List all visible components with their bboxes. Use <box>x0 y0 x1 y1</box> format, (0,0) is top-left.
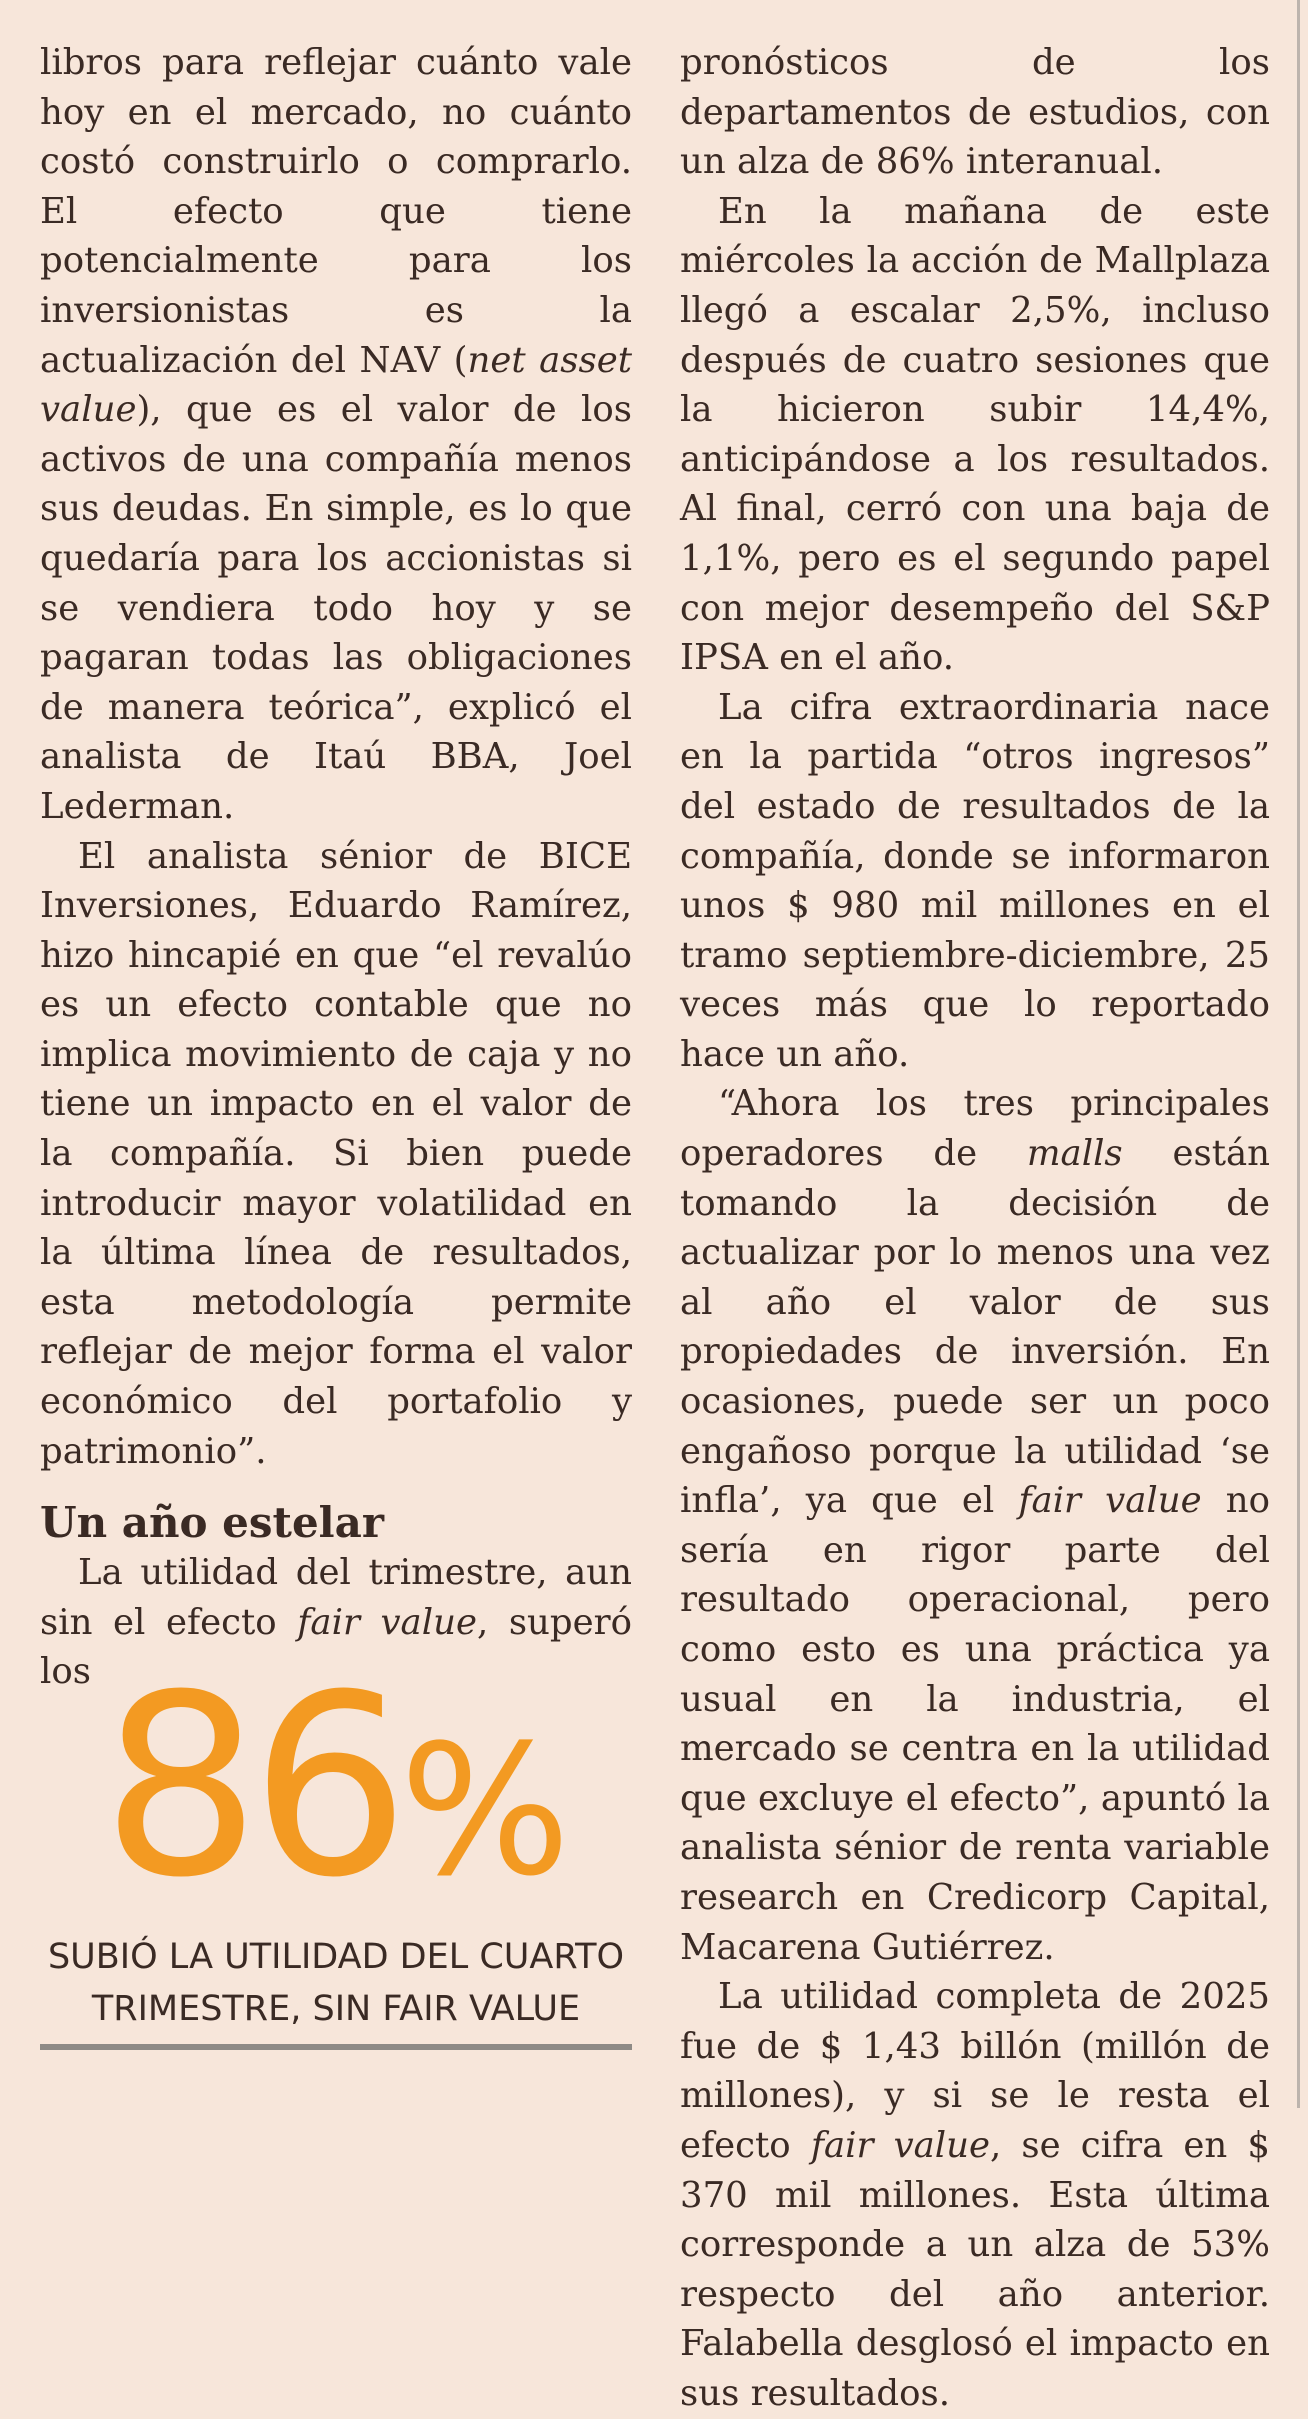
stat-divider <box>40 2044 632 2050</box>
stat-caption-line: SUBIÓ LA UTILIDAD DEL CUARTO <box>47 1937 625 1977</box>
italic-term: fair value <box>297 1601 477 1643</box>
paragraph <box>680 1079 1270 1972</box>
text-run: , se cifra en $ 370 mil millones. Esta última corresponde a un alza de 53% respecto del año anterior. Falabella desglosó el impacto en sus resultados. <box>680 2124 1270 2414</box>
italic-term: malls <box>1026 1133 1123 1175</box>
paragraph <box>40 38 632 832</box>
text-run: están tomando la decisión de actualizar por lo menos una vez al año el valor de sus propiedades de inversión. En ocasiones, puede ser un poco engañoso porque la utilidad ‘se infla’, ya que el <box>680 1133 1270 1522</box>
text-run: “Ahora los tres principales operadores de <box>680 1083 1270 1175</box>
paragraph: El analista sénior de BICE Inversiones, Eduardo Ramírez, hizo hincapié en que “el revalúo es un efecto contable que no implica movimiento de caja y no tiene un impacto en el valor de la compañía. Si bien puede introducir mayor volatilidad en la última línea de resultados, esta metodología permite reflejar de mejor forma el valor económico del portafolio y patrimonio”. <box>40 835 632 1472</box>
page-edge-rule <box>1297 0 1300 2108</box>
paragraph <box>680 1972 1270 2418</box>
right-column <box>680 38 1270 2419</box>
stat-caption <box>40 1931 632 2035</box>
stat-number <box>101 1641 571 1932</box>
italic-term: fair value <box>810 2124 991 2166</box>
text-run: ), que es el valor de los activos de una compañía menos sus deudas. En simple, es lo que quedaría para los accionistas si se vendiera todo hoy y se pagaran todas las obligaciones de manera teórica”, explicó el analista de Itaú BBA, Joel Lederman. <box>40 389 632 827</box>
text-run: La utilidad completa de 2025 fue de $ 1,43 billón (millón de millones), y si se le resta el efecto <box>680 1976 1270 2166</box>
section-subhead: Un año estelar <box>40 1498 384 1548</box>
stat-caption-line: TRIMESTRE, SIN FAIR VALUE <box>91 1989 581 2029</box>
left-column <box>40 38 632 1697</box>
paragraph: pronósticos de los departamentos de estudios, con un alza de 86% interanual. <box>680 42 1270 183</box>
text-run: no sería en rigor parte del resultado operacional, pero como esto es una práctica ya usual en la industria, el mercado se centra en la utilidad que excluye el efecto”, apuntó la analista sénior de renta variable research en Credicorp Capital, Macarena Gutiérrez. <box>680 1480 1270 1968</box>
paragraph: En la mañana de este miércoles la acción de Mallplaza llegó a escalar 2,5%, incluso después de cuatro sesiones que la hicieron subir 14,4%, anticipándose a los resultados. Al final, cerró con una baja de 1,1%, pero es el segundo papel con mejor desempeño del S&P IPSA en el año. <box>680 190 1270 679</box>
stat-value: 86 <box>101 1641 400 1932</box>
italic-term: net asset value <box>40 339 632 431</box>
text-run: La utilidad del trimestre, aun sin el efecto <box>40 1552 632 1643</box>
paragraph: La cifra extraordinaria nace en la partida “otros ingresos” del estado de resultados de la compañía, donde se informaron unos $ 980 mil millones en el tramo septiembre-diciembre, 25 veces más que lo reportado hace un año. <box>680 686 1270 1075</box>
text-run: libros para reflejar cuánto vale hoy en el mercado, no cuánto costó construirlo o comprarlo. El efecto que tiene potencialmente para los inversionistas es la actualización del NAV ( <box>40 42 632 381</box>
stat-percent-sign: % <box>399 1707 571 1916</box>
italic-term: fair value <box>1018 1480 1202 1522</box>
text-run: , superó los <box>40 1601 632 1693</box>
